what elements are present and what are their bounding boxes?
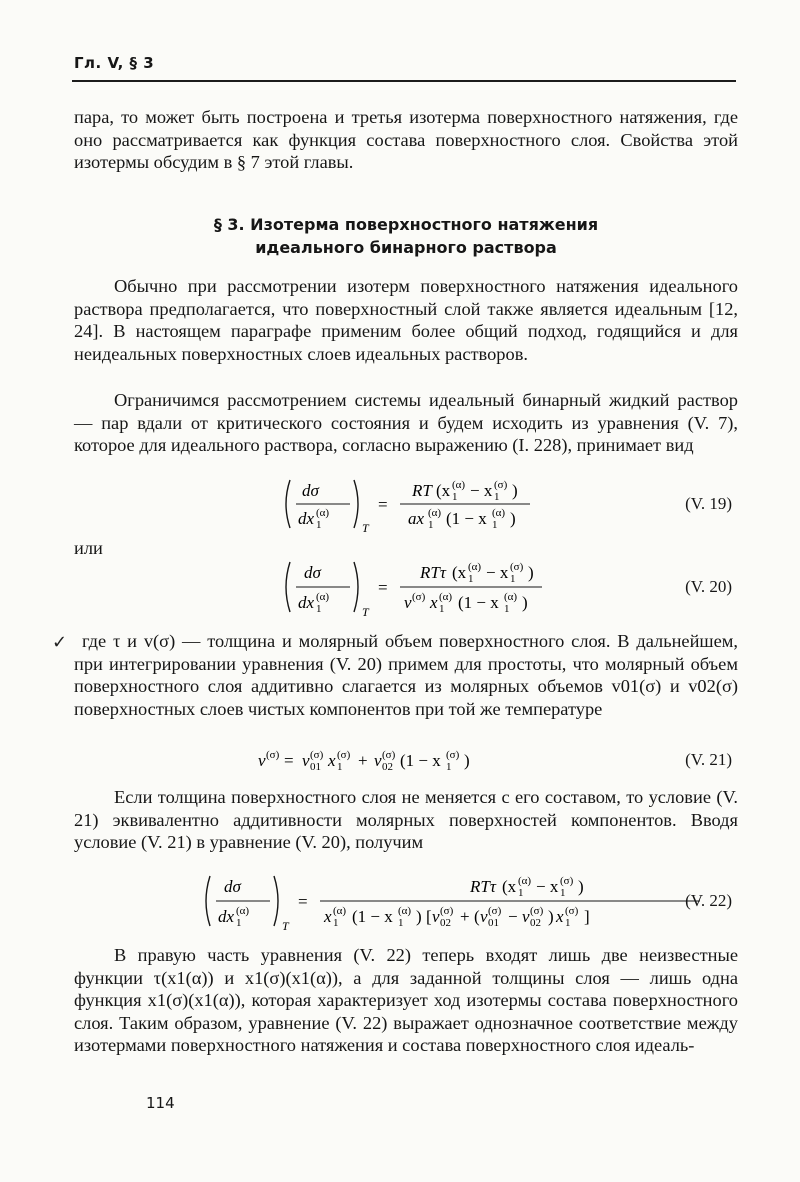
svg-text:x: x: [556, 907, 564, 926]
svg-text:02: 02: [530, 917, 541, 929]
svg-text:x: x: [328, 751, 336, 770]
svg-text:v: v: [404, 593, 412, 612]
svg-text:(x: (x: [436, 481, 451, 500]
section-heading-line1: § 3. Изотерма поверхностного натяжения: [213, 215, 599, 234]
svg-text:(α): (α): [439, 591, 453, 603]
svg-text:(1 − x: (1 − x: [458, 593, 499, 612]
svg-text:− x: − x: [486, 563, 509, 582]
svg-text:): ): [528, 563, 534, 582]
equation-v19: [74, 474, 738, 534]
svg-text:(α): (α): [398, 905, 412, 917]
svg-text:=: =: [378, 495, 388, 514]
svg-text:dx: dx: [218, 907, 235, 926]
svg-text:(α): (α): [316, 591, 330, 603]
svg-text:(σ): (σ): [488, 905, 502, 917]
svg-text:(σ): (σ): [565, 905, 579, 917]
svg-text:1: 1: [504, 603, 510, 615]
svg-text:1: 1: [428, 519, 434, 531]
svg-text:01: 01: [488, 917, 499, 929]
running-head: Гл. V, § 3: [74, 54, 155, 72]
equation-v22-formula: [200, 870, 760, 932]
svg-text:1: 1: [333, 917, 339, 929]
svg-text:(σ): (σ): [310, 749, 324, 761]
svg-text:1: 1: [452, 491, 458, 503]
svg-text:v: v: [480, 907, 488, 926]
svg-text:(σ): (σ): [440, 905, 454, 917]
svg-text:(α): (α): [452, 479, 466, 491]
svg-text:): ): [548, 907, 554, 926]
equation-number-v19: (V. 19): [685, 494, 732, 513]
svg-text:+: +: [460, 907, 470, 926]
svg-text:(1 − x: (1 − x: [352, 907, 393, 926]
svg-text:(σ): (σ): [560, 875, 574, 887]
svg-text:1: 1: [439, 603, 445, 615]
svg-text:v: v: [258, 751, 266, 770]
svg-text:(α): (α): [492, 507, 506, 519]
paragraph-4: Если толщина поверхностного слоя не меняется с его составом, то условие (V. 21) эквивалентно аддитивности молярных поверхностей компонентов. Вводя условие (V. 21) в уравнение (V. 20), получим: [74, 787, 738, 853]
equation-v21: [74, 744, 738, 776]
equation-v20-formula: [280, 556, 750, 618]
svg-text:02: 02: [382, 761, 393, 773]
svg-text:1: 1: [518, 887, 524, 899]
svg-text:): ): [522, 593, 528, 612]
svg-text:(σ): (σ): [412, 591, 426, 603]
svg-text:(1 − x: (1 − x: [446, 509, 487, 528]
equation-v19-formula: [280, 474, 750, 534]
header-rule: [72, 80, 736, 82]
paragraph-2: Ограничимся рассмотрением системы идеальный бинарный жидкий раствор — пар вдали от критического состояния и будем исходить из уравнения (V. 7), которое для идеального раствора, согласно выражению (I. 228), принимает вид: [74, 390, 738, 456]
svg-text:1: 1: [510, 573, 516, 585]
svg-text:=: =: [378, 578, 388, 597]
svg-text:ax: ax: [408, 509, 425, 528]
page-number: 114: [146, 1094, 175, 1112]
svg-text:02: 02: [440, 917, 451, 929]
svg-text:(σ): (σ): [494, 479, 508, 491]
svg-text:(α): (α): [316, 507, 330, 519]
svg-text:dx: dx: [298, 593, 315, 612]
svg-text:01: 01: [310, 761, 321, 773]
svg-text:x: x: [324, 907, 332, 926]
svg-text:(α): (α): [468, 561, 482, 573]
svg-text:(σ): (σ): [337, 749, 351, 761]
paragraph-3: где τ и v(σ) — толщина и молярный объем поверхностного слоя. В дальнейшем, при интегрировании уравнения (V. 20) примем для простоты, что молярный объем поверхностного слоя аддитивно слагается из молярных объемов v01(σ) и v02(σ) поверхностных слоев чистых компонентов при той же температуре: [74, 631, 738, 719]
svg-text:(σ): (σ): [266, 749, 280, 761]
svg-text:T: T: [362, 605, 369, 619]
svg-text:v: v: [522, 907, 530, 926]
svg-text:+: +: [358, 751, 368, 770]
svg-text:T: T: [362, 521, 369, 535]
word-or: или: [74, 538, 103, 558]
svg-text:(α): (α): [518, 875, 532, 887]
equation-number-v20: (V. 20): [685, 577, 732, 596]
paragraph-5: В правую часть уравнения (V. 22) теперь входят лишь две неизвестные функции τ(x1(α)) и x1(σ)(x1(α)), а для заданной толщины слоя — лишь одна функция x1(σ)(x1(α)), которая характеризует ход изотермы состава поверхностного слоя. Таким образом, уравнение (V. 22) выражает однозначное соответствие между изотермами поверхностного натяжения и состава поверхностного слоя идеаль-: [74, 945, 738, 1056]
equation-v22: [74, 870, 738, 932]
equation-number-v22: (V. 22): [685, 891, 732, 910]
svg-text:dσ: dσ: [224, 877, 241, 896]
svg-text:RTτ: RTτ: [420, 563, 446, 582]
section-heading-line2: идеального бинарного раствора: [255, 238, 557, 257]
svg-text:1: 1: [316, 603, 322, 615]
svg-text:dσ: dσ: [302, 481, 319, 500]
svg-text:RT: RT: [412, 481, 432, 500]
svg-text:RTτ: RTτ: [470, 877, 496, 896]
margin-check-mark: ✓: [52, 632, 68, 653]
svg-text:(: (: [474, 907, 480, 926]
svg-text:v: v: [302, 751, 310, 770]
svg-text:1: 1: [468, 573, 474, 585]
svg-text:(σ): (σ): [446, 749, 460, 761]
svg-text:(α): (α): [504, 591, 518, 603]
svg-text:− x: − x: [536, 877, 559, 896]
svg-text:T: T: [282, 919, 289, 933]
svg-text:1: 1: [236, 917, 242, 929]
svg-text:): ): [464, 751, 470, 770]
svg-text:): ): [416, 907, 422, 926]
svg-text:1: 1: [446, 761, 452, 773]
svg-text:(α): (α): [428, 507, 442, 519]
svg-text:1: 1: [492, 519, 498, 531]
svg-text:dx: dx: [298, 509, 315, 528]
paragraph-1: Обычно при рассмотрении изотерм поверхностного натяжения идеального раствора предполагается, что поверхностный слой также является идеальным [12, 24]. В настоящем параграфе применим более общий подход, годящийся и для неидеальных поверхностных слоев идеальных растворов.: [74, 276, 738, 364]
svg-text:(x: (x: [452, 563, 467, 582]
svg-text:−: −: [508, 907, 518, 926]
equation-number-v21: (V. 21): [685, 750, 732, 769]
svg-text:1: 1: [316, 519, 322, 531]
svg-text:(σ): (σ): [382, 749, 396, 761]
svg-text:1: 1: [337, 761, 343, 773]
svg-text:(σ): (σ): [510, 561, 524, 573]
svg-text:− x: − x: [470, 481, 493, 500]
svg-text:1: 1: [494, 491, 500, 503]
svg-text:v: v: [374, 751, 382, 770]
svg-text:(σ): (σ): [530, 905, 544, 917]
svg-text:): ): [510, 509, 516, 528]
svg-text:1: 1: [560, 887, 566, 899]
equation-v20: [74, 556, 738, 618]
svg-text:(x: (x: [502, 877, 517, 896]
svg-text:(α): (α): [333, 905, 347, 917]
svg-text:dσ: dσ: [304, 563, 321, 582]
svg-text:): ): [512, 481, 518, 500]
svg-text:): ): [578, 877, 584, 896]
svg-text:=: =: [284, 751, 294, 770]
svg-text:[: [: [426, 907, 432, 926]
equation-v21-formula: [258, 744, 728, 776]
svg-text:v: v: [432, 907, 440, 926]
svg-text:(α): (α): [236, 905, 250, 917]
svg-text:]: ]: [584, 907, 590, 926]
svg-text:x: x: [430, 593, 438, 612]
svg-text:1: 1: [565, 917, 571, 929]
svg-text:1: 1: [398, 917, 404, 929]
paragraph-intro: пара, то может быть построена и третья изотерма поверхностного натяжения, где оно рассматривается как функция состава поверхностного слоя. Свойства этой изотермы обсудим в § 7 этой главы.: [74, 107, 738, 173]
svg-text:(1 − x: (1 − x: [400, 751, 441, 770]
svg-text:=: =: [298, 892, 308, 911]
